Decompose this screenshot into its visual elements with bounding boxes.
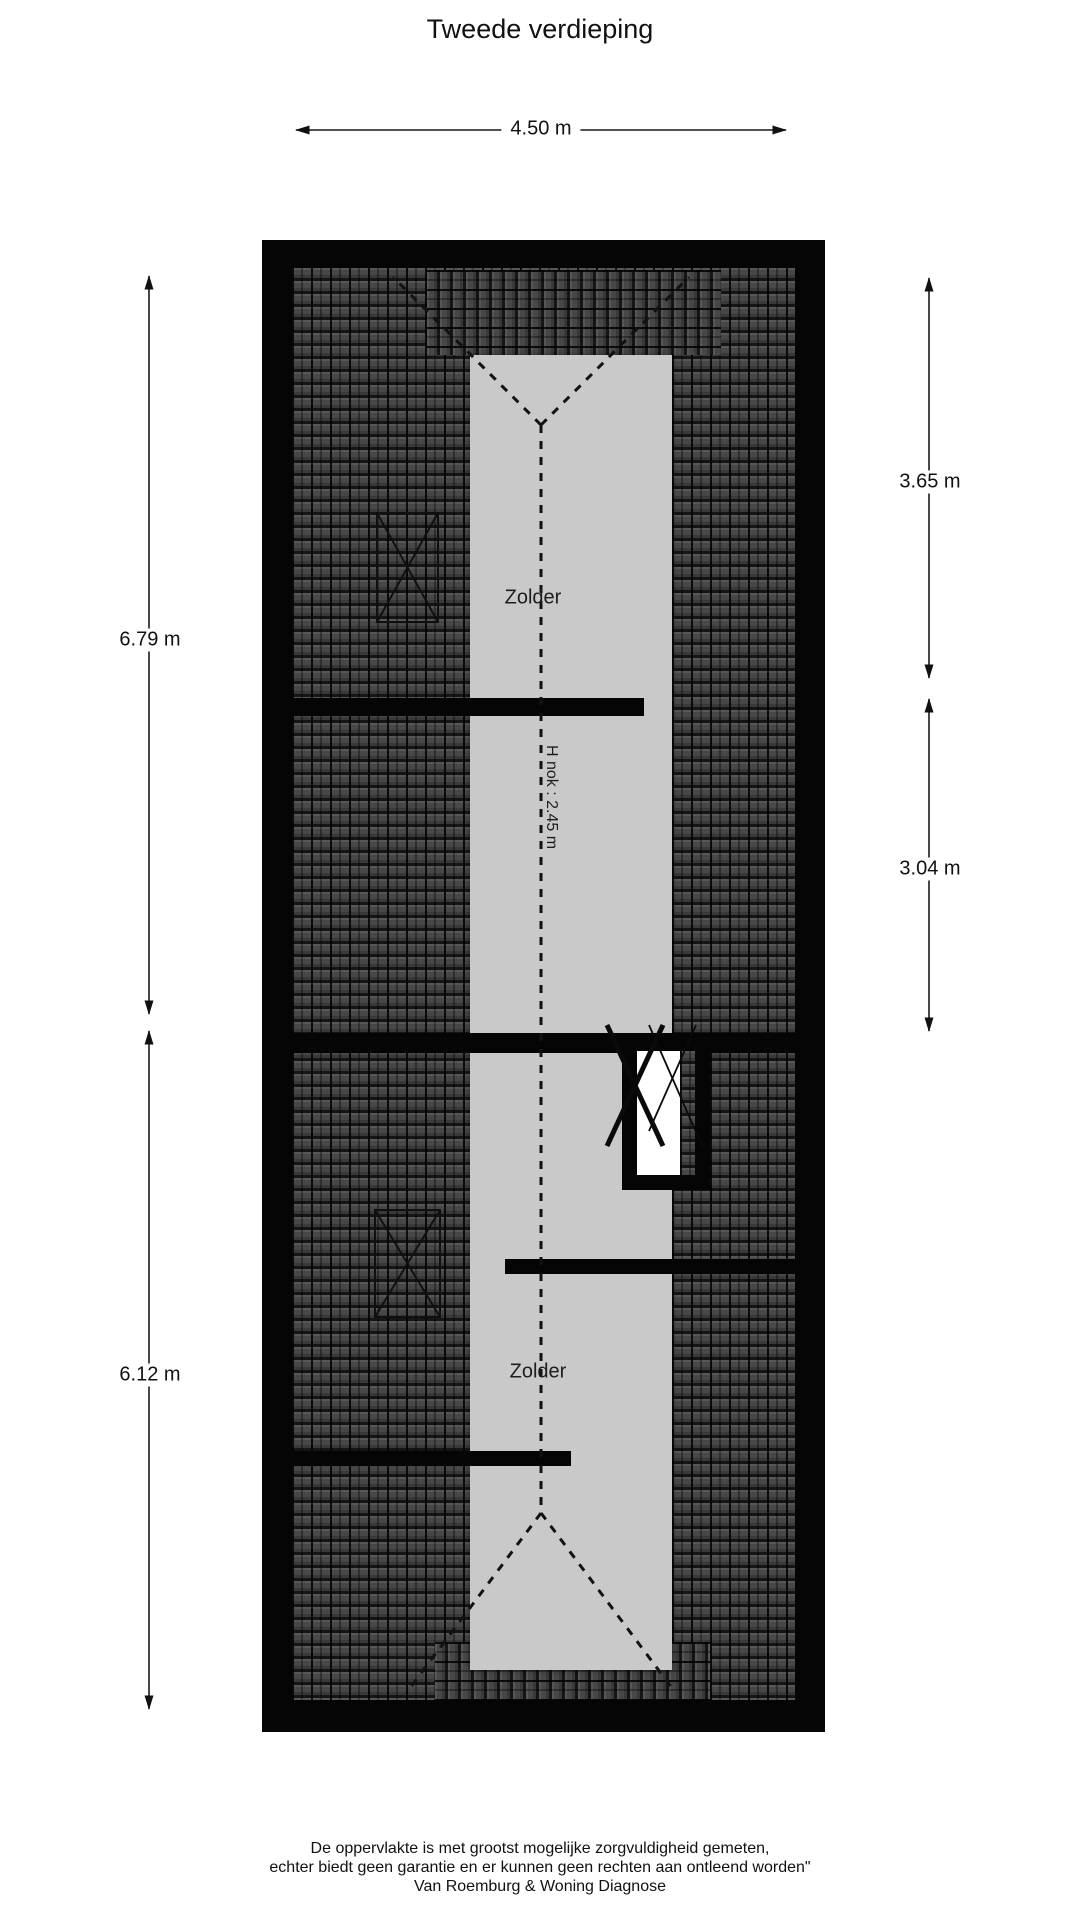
roof-window-tiles (680, 1051, 695, 1175)
roof-ridge-band-top (427, 270, 721, 355)
disclaimer-line-1: De oppervlakte is met grootst mogelijke zorgvuldigheid gemeten, (310, 1840, 770, 1857)
dimension-label-left-upper: 6.79 m (110, 629, 189, 652)
wall-upper (292, 698, 644, 716)
room-label-zolder-lower: Zolder (509, 1360, 567, 1383)
wall-divider (292, 1033, 795, 1053)
disclaimer-line-3: Van Roemburg & Woning Diagnose (414, 1878, 666, 1895)
dimension-label-right-upper: 3.65 m (890, 471, 969, 494)
disclaimer-line-2: echter biedt geen garantie en er kunnen geen rechten aan ontleend worden" (269, 1859, 811, 1876)
dimension-label-left-lower: 6.12 m (110, 1364, 189, 1387)
dimension-label-top-width: 4.50 m (501, 118, 580, 141)
room-label-zolder-upper: Zolder (504, 586, 562, 609)
dimension-label-right-lower: 3.04 m (890, 858, 969, 881)
roof-window-frame (622, 1051, 710, 1190)
ridge-height-note: H nok : 2.45 m (543, 745, 560, 850)
floor-plan (262, 240, 825, 1732)
disclaimer (0, 1839, 1080, 1896)
roof-window-glass (637, 1051, 680, 1175)
wall-lower-left (292, 1451, 571, 1466)
roof-tiles-field (292, 268, 795, 1700)
page-title: Tweede verdieping (426, 14, 654, 44)
attic-floor-strip (470, 355, 672, 1670)
wall-lower-right (505, 1259, 795, 1274)
